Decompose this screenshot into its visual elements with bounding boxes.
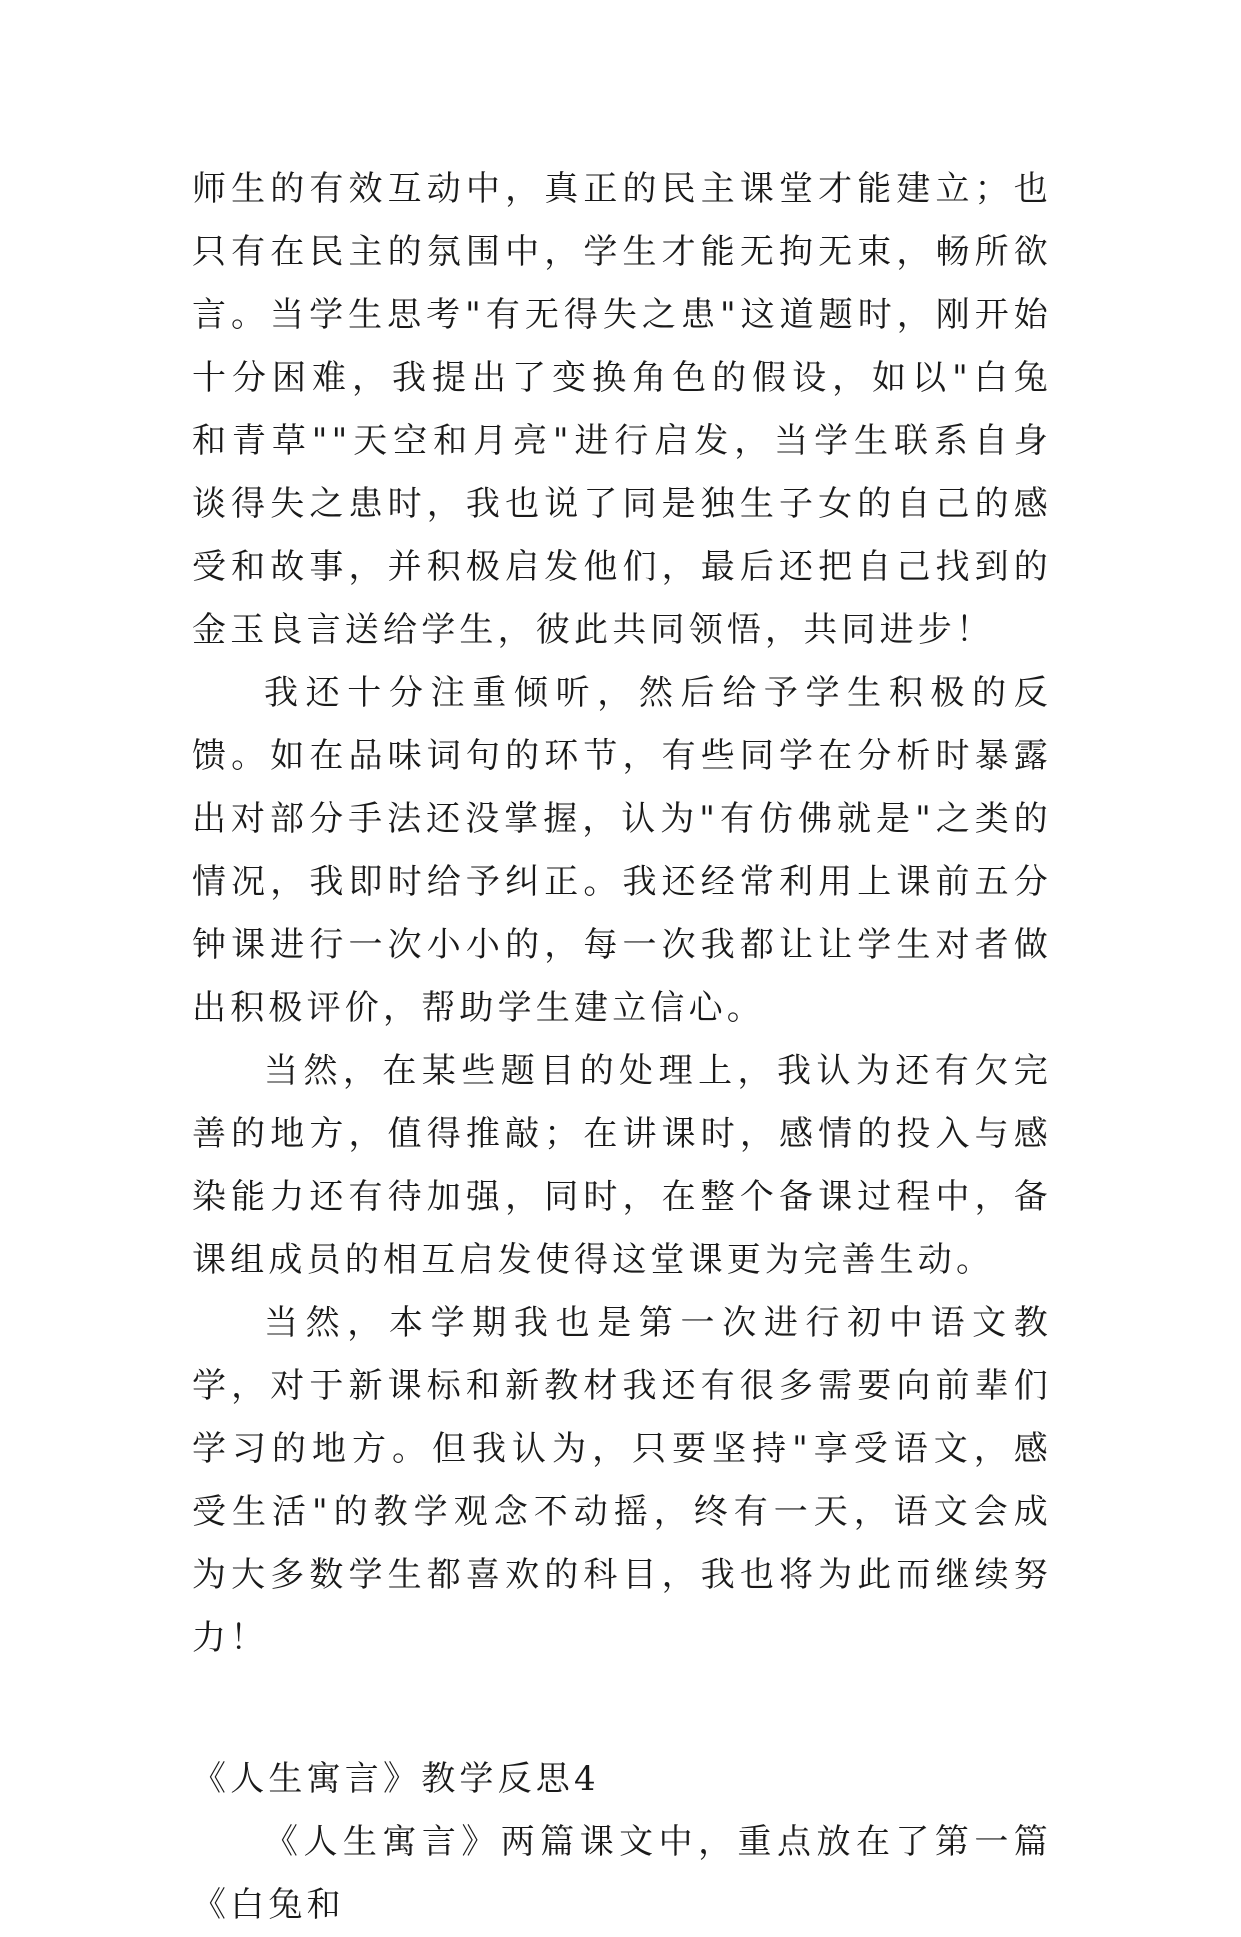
section-heading: 《人生寓言》教学反思4 (192, 1759, 600, 1799)
body-paragraph-1: 师生的有效互动中，真正的民主课堂才能建立；也只有在民主的氛围中，学生才能无拘无束，畅所欲言。当学生思考"有无得失之患"这道题时，刚开始十分困难，我提出了变换角色的假设，如以"白兔和青草""天空和月亮"进行启发，当学生联系自身谈得失之患时，我也说了同是独生子女的自己的感受和故事，并积极启发他们，最后还把自己找到的金玉良言送给学生，彼此共同领悟，共同进步！ (192, 169, 1052, 650)
document-page (192, 158, 1052, 1937)
section-paragraph: 《人生寓言》两篇课文中，重点放在了第一篇《白兔和 (192, 1822, 1052, 1925)
body-paragraph-2: 我还十分注重倾听，然后给予学生积极的反馈。如在品味词句的环节，有些同学在分析时暴露出对部分手法还没掌握，认为"有仿佛就是"之类的情况，我即时给予纠正。我还经常利用上课前五分钟课进行一次小小的，每一次我都让让学生对者做出积极评价，帮助学生建立信心。 (192, 673, 1052, 1028)
body-paragraph-3: 当然，在某些题目的处理上，我认为还有欠完善的地方，值得推敲；在讲课时，感情的投入与感染能力还有待加强，同时，在整个备课过程中，备课组成员的相互启发使得这堂课更为完善生动。 (192, 1051, 1052, 1280)
body-paragraph-4: 当然，本学期我也是第一次进行初中语文教学，对于新课标和新教材我还有很多需要向前辈们学习的地方。但我认为，只要坚持"享受语文，感受生活"的教学观念不动摇，终有一天，语文会成为大多数学生都喜欢的科目，我也将为此而继续努力！ (192, 1303, 1052, 1658)
